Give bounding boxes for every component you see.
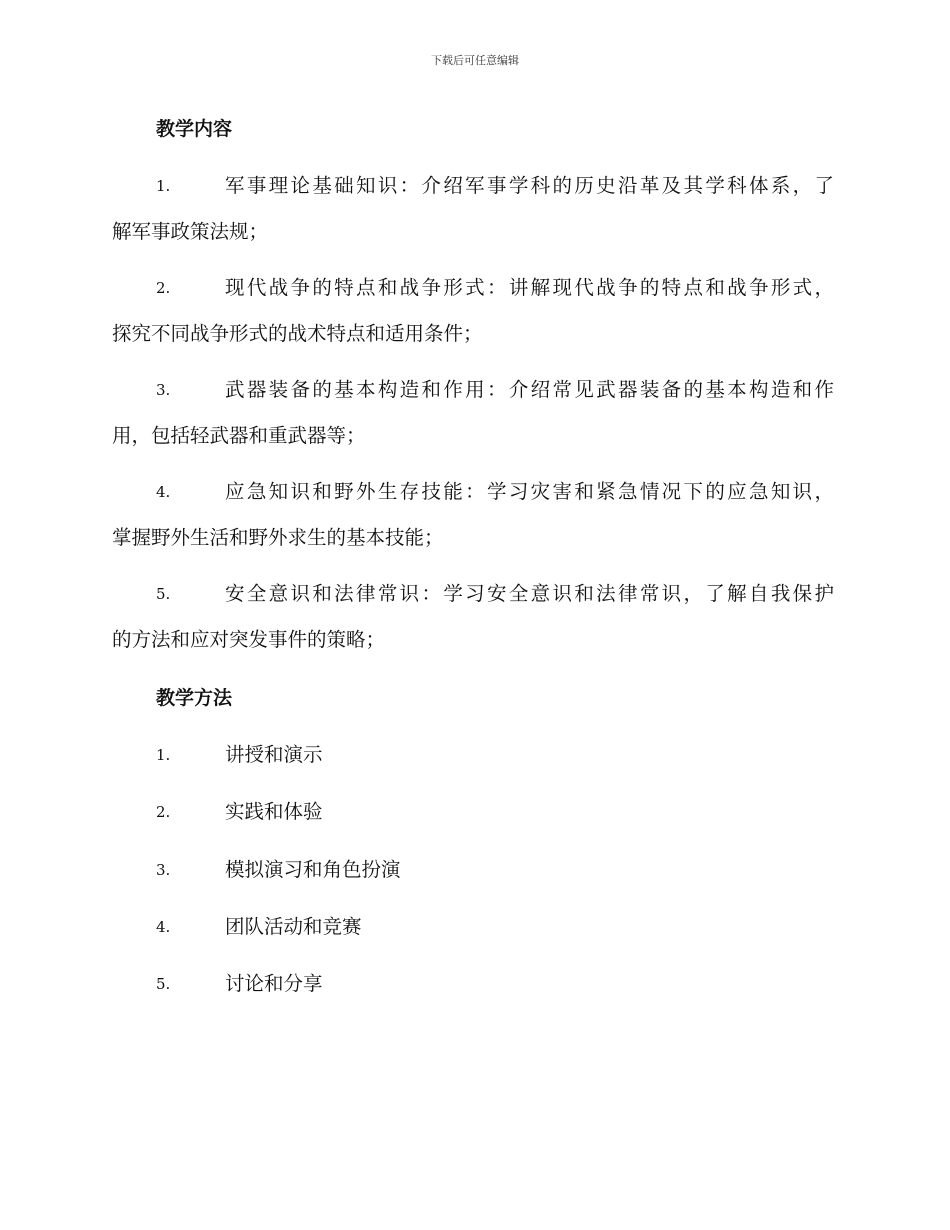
method-item-5 — [112, 961, 834, 1007]
list-number: 5. — [156, 975, 171, 993]
list-item-text: 军事理论基础知识：介绍军事学科的历史沿革及其学科体系，了 — [225, 174, 834, 197]
list-item-text: 讨论和分享 — [225, 972, 323, 995]
section-title-methods: 教学方法 — [156, 687, 233, 709]
list-item-text-cont: 掌握野外生活和野外求生的基本技能； — [112, 526, 444, 549]
list-number: 2. — [156, 803, 171, 821]
list-number: 4. — [156, 483, 171, 501]
list-number: 1. — [156, 177, 171, 195]
list-item-text: 实践和体验 — [225, 800, 323, 823]
content-item-5 — [112, 571, 834, 663]
page-header-note: 下载后可任意编辑 — [431, 54, 519, 67]
method-item-2 — [112, 789, 834, 835]
list-number: 5. — [156, 585, 171, 603]
list-item-text: 讲授和演示 — [225, 743, 323, 766]
list-item-text: 模拟演习和角色扮演 — [225, 858, 401, 881]
list-number: 1. — [156, 746, 171, 764]
content-item-3 — [112, 367, 834, 459]
content-item-4 — [112, 469, 834, 561]
list-item-text: 安全意识和法律常识：学习安全意识和法律常识，了解自我保护 — [225, 582, 834, 605]
list-item-text-cont: 用，包括轻武器和重武器等； — [112, 424, 366, 447]
list-item-text: 现代战争的特点和战争形式：讲解现代战争的特点和战争形式， — [225, 276, 834, 299]
list-number: 4. — [156, 918, 171, 936]
list-number: 3. — [156, 381, 171, 399]
list-item-text: 应急知识和野外生存技能：学习灾害和紧急情况下的应急知识， — [225, 480, 834, 503]
list-item-text-cont: 的方法和应对突发事件的策略； — [112, 628, 386, 651]
method-item-4 — [112, 904, 834, 950]
content-item-1 — [112, 163, 834, 255]
section-title-content: 教学内容 — [156, 118, 233, 140]
content-item-2 — [112, 265, 834, 357]
list-item-text-cont: 探究不同战争形式的战术特点和适用条件； — [112, 322, 483, 345]
list-item-text-cont: 解军事政策法规； — [112, 220, 269, 243]
method-item-1 — [112, 732, 834, 778]
list-item-text: 武器装备的基本构造和作用：介绍常见武器装备的基本构造和作 — [225, 378, 834, 401]
list-number: 3. — [156, 861, 171, 879]
list-number: 2. — [156, 279, 171, 297]
method-item-3 — [112, 847, 834, 893]
list-item-text: 团队活动和竞赛 — [225, 915, 362, 938]
